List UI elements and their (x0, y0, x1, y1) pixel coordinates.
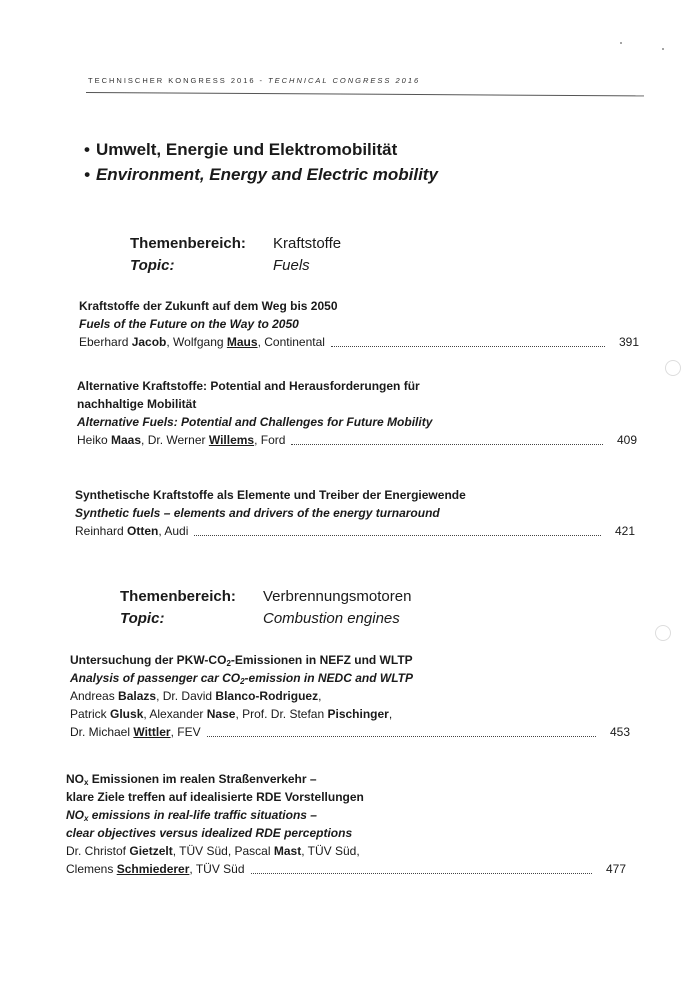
dot-leader (291, 444, 603, 445)
entry-authors-line (70, 705, 630, 723)
title-text: -emission in NEDC and WLTP (244, 671, 413, 685)
toc-entry (77, 377, 637, 449)
author-text: , Prof. Dr. Stefan (235, 707, 328, 721)
punch-hole-mark (655, 625, 671, 641)
topic-value-en: Fuels (273, 256, 310, 274)
presenting-author-surname: Wittler (133, 725, 171, 739)
title-text: Analysis of passenger car CO (70, 671, 241, 685)
topic-label-en: Topic: (120, 609, 165, 627)
author-affiliation: , TÜV Süd, (301, 844, 360, 858)
author-affiliation: , Ford (254, 433, 286, 447)
page-number: 477 (605, 862, 626, 876)
bullet: • (84, 140, 90, 159)
presenting-author-surname: Maus (226, 335, 258, 349)
toc-entry (75, 486, 635, 540)
author-text: , (318, 689, 322, 703)
author-surname: Mast (273, 844, 302, 858)
author-surname: Jacob (131, 335, 167, 349)
entry-title-en: Alternative Fuels: Potential and Challenges for Future Mobility (77, 415, 433, 429)
dot-leader (331, 346, 605, 347)
author-text: Reinhard (75, 524, 128, 538)
section-title-de-text: Umwelt, Energie und Elektromobilität (95, 140, 398, 159)
author-affiliation: , TÜV Süd (189, 862, 245, 876)
topic-row-de (130, 232, 341, 254)
entry-authors (77, 431, 637, 449)
entry-title-de: Kraftstoffe der Zukunft auf dem Weg bis 2050 (79, 299, 338, 313)
subscript: x (84, 778, 89, 787)
page-number: 409 (616, 433, 637, 447)
author-surname: Otten (127, 524, 159, 538)
topic-value-en: Combustion engines (263, 609, 400, 627)
author-text: , Wolfgang (166, 335, 227, 349)
presenting-author-surname: Willems (208, 433, 255, 447)
entry-authors-line (66, 842, 626, 860)
topic-row-de (120, 585, 411, 607)
author-text: , (388, 707, 393, 721)
topic-label-de: Themenbereich: (130, 234, 246, 252)
topic-label-de: Themenbereich: (120, 587, 236, 605)
punch-hole-mark (665, 360, 681, 376)
entry-title-en (70, 669, 630, 687)
entry-title-de: Alternative Kraftstoffe: Potential and Herausforderungen für (77, 379, 420, 393)
title-text: emissions in real-life traffic situations – (88, 808, 317, 822)
author-affiliation: , Continental (257, 335, 325, 349)
author-text: Clemens (66, 862, 117, 876)
author-text: , Dr. David (156, 689, 216, 703)
entry-authors (79, 333, 639, 351)
entry-authors-line (70, 687, 630, 705)
entry-title-en-line2: clear objectives versus idealized RDE perceptions (66, 826, 353, 840)
header-de: TECHNISCHER KONGRESS 2016 (88, 76, 256, 85)
section-title-en-text: Environment, Energy and Electric mobility (95, 165, 438, 184)
title-text: -Emissionen in NEFZ und WLTP (230, 653, 413, 667)
toc-entry (66, 770, 626, 878)
author-surname: Pischinger (327, 707, 389, 721)
entry-title-de-line2: nachhaltige Mobilität (77, 397, 197, 411)
entry-title-de (66, 770, 626, 788)
author-text: Patrick (70, 707, 111, 721)
dot-leader (251, 873, 592, 874)
topic-heading-combustion (120, 585, 411, 629)
entry-authors (70, 723, 630, 741)
entry-title-de: Synthetische Kraftstoffe als Elemente und Treiber der Energiewende (75, 488, 466, 502)
subscript: x (84, 814, 89, 823)
toc-entry (79, 297, 639, 351)
entry-authors (66, 860, 626, 878)
author-affiliation: , Audi (158, 524, 189, 538)
author-surname: Nase (206, 707, 236, 721)
title-text: Emissionen im realen Straßenverkehr – (88, 772, 317, 786)
author-text: , TÜV Süd, Pascal (172, 844, 274, 858)
author-surname: Gietzelt (129, 844, 173, 858)
toc-entry (70, 651, 630, 741)
entry-authors (75, 522, 635, 540)
author-text: , Dr. Werner (141, 433, 209, 447)
scan-speck (662, 48, 664, 50)
topic-value-de: Kraftstoffe (273, 234, 342, 252)
author-affiliation: , FEV (170, 725, 201, 739)
section-title-de (84, 140, 397, 160)
title-text: Untersuchung der PKW-CO (70, 653, 227, 667)
author-text: Dr. Michael (70, 725, 134, 739)
dot-leader (207, 736, 596, 737)
page-number: 421 (614, 524, 635, 538)
bullet: • (84, 165, 90, 184)
topic-heading-fuels (130, 232, 341, 276)
topic-label-en: Topic: (130, 256, 175, 274)
section-title-en (84, 165, 438, 185)
dot-leader (194, 535, 601, 536)
author-surname: Balazs (118, 689, 157, 703)
author-text: Andreas (70, 689, 119, 703)
entry-title-en (66, 806, 626, 824)
author-text: , Alexander (143, 707, 207, 721)
page-number: 391 (618, 335, 639, 349)
entry-title-de-line2: klare Ziele treffen auf idealisierte RDE Vorstellungen (66, 790, 364, 804)
presenting-author-surname: Schmiederer (116, 862, 190, 876)
running-header (88, 76, 420, 85)
topic-row-en (130, 254, 341, 276)
header-rule (86, 92, 644, 96)
scan-speck (620, 42, 622, 44)
author-surname: Glusk (110, 707, 144, 721)
entry-title-en: Synthetic fuels – elements and drivers of the energy turnaround (75, 506, 440, 520)
entry-title-en: Fuels of the Future on the Way to 2050 (79, 317, 299, 331)
subscript: 2 (240, 677, 245, 686)
entry-title-de (70, 651, 630, 669)
title-text: NO (66, 772, 84, 786)
title-text: NO (66, 808, 84, 822)
header-en: TECHNICAL CONGRESS 2016 (268, 76, 421, 85)
author-surname: Maas (111, 433, 142, 447)
author-text: Heiko (77, 433, 112, 447)
author-surname: Blanco-Rodriguez (215, 689, 319, 703)
page-number: 453 (609, 725, 630, 739)
header-separator: - (259, 76, 265, 85)
topic-value-de: Verbrennungsmotoren (263, 587, 412, 605)
subscript: 2 (226, 659, 231, 668)
author-text: Dr. Christof (66, 844, 130, 858)
topic-row-en (120, 607, 411, 629)
author-text: Eberhard (79, 335, 132, 349)
